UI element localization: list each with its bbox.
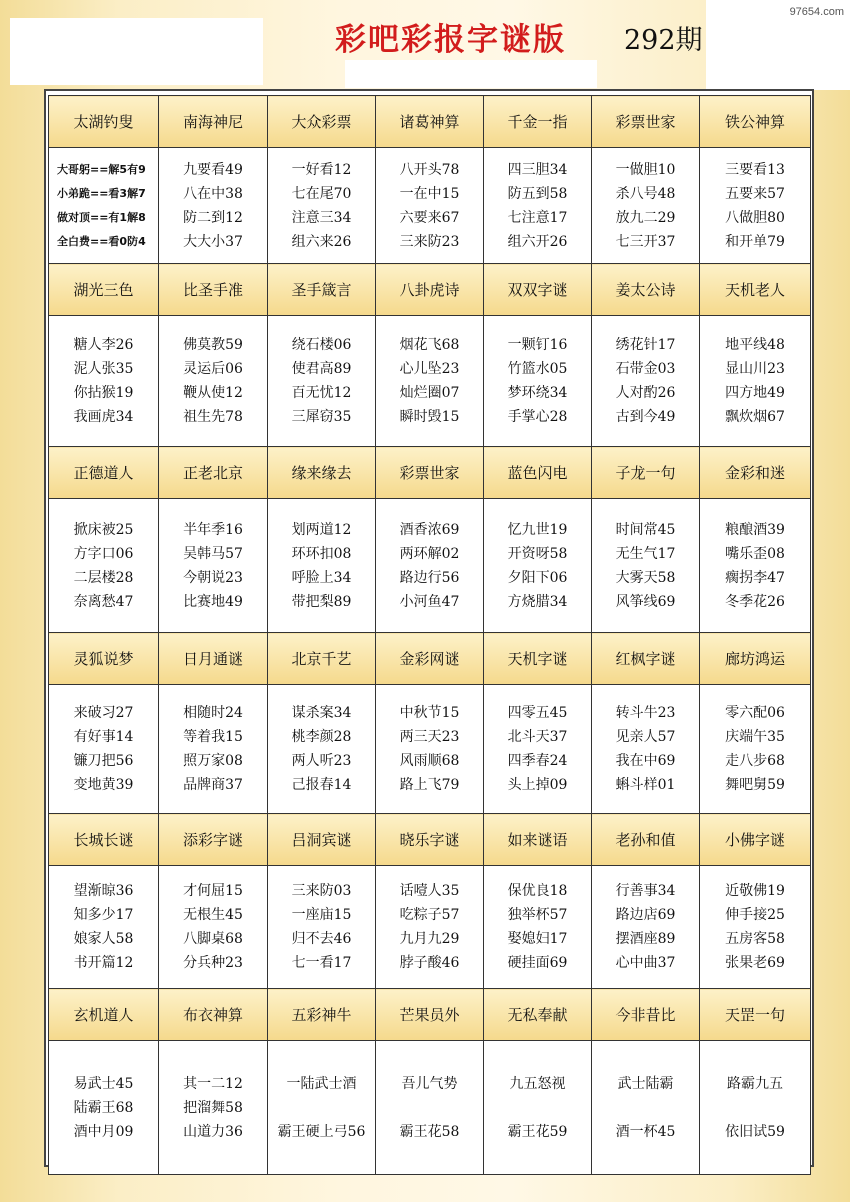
riddle-line: 大雾天58 [615, 569, 676, 586]
riddle-line: 小弟跪==看3解7 [57, 186, 146, 200]
column-header: 天机字谜 [484, 633, 592, 685]
riddle-line: 嘴乐歪08 [725, 545, 785, 562]
header-row [49, 814, 811, 866]
riddle-line: 霸王花59 [507, 1123, 568, 1140]
column-header: 南海神尼 [159, 96, 268, 148]
page-title: 彩吧彩报字谜版 [335, 22, 566, 58]
riddle-line: 头上掉09 [507, 777, 568, 793]
riddle-line: 酒香浓69 [399, 521, 460, 538]
column-header: 蓝色闪电 [484, 447, 592, 499]
riddle-line: 七在尾70 [291, 185, 352, 202]
column-header: 红枫字谜 [592, 633, 700, 685]
column-header: 比圣手准 [159, 264, 268, 316]
riddle-line: 风筝线69 [615, 593, 676, 610]
riddle-line: 两人听23 [291, 753, 352, 769]
riddle-line: 绣花针17 [615, 337, 676, 353]
riddle-line: 呼脸上34 [291, 569, 352, 586]
riddle-line: 开资呀58 [507, 545, 568, 562]
riddle-line: 飘炊烟67 [725, 409, 785, 425]
riddle-line: 防二到12 [183, 209, 243, 226]
riddle-line: 注意三34 [291, 209, 352, 226]
riddle-line: 你拈猴19 [73, 385, 134, 401]
riddle-cell [159, 316, 268, 447]
riddle-line: 心儿坠23 [399, 361, 460, 377]
riddle-line: 方字口06 [73, 545, 134, 562]
riddle-line: 独举杯57 [507, 907, 568, 923]
riddle-line: 无根生45 [183, 907, 243, 923]
riddle-line: 我画虎34 [73, 409, 134, 425]
riddle-cell [592, 685, 700, 814]
riddle-line: 其一二12 [183, 1075, 243, 1092]
column-header: 老孙和值 [592, 814, 700, 866]
header-row [49, 96, 811, 148]
column-header: 彩票世家 [376, 447, 484, 499]
riddle-cell [700, 316, 811, 447]
riddle-line: 书开篇12 [73, 955, 134, 971]
riddle-line: 四方地49 [725, 385, 785, 401]
riddle-line: 一做胆10 [615, 161, 676, 178]
issue-number: 292期 [624, 25, 703, 56]
riddle-line: 显山川23 [725, 361, 785, 377]
riddle-line: 蝌斗样01 [615, 777, 676, 793]
site-watermark: 97654.com [789, 6, 844, 18]
riddle-cell [159, 148, 268, 264]
column-header: 无私奉献 [484, 989, 592, 1041]
riddle-line: 己报春14 [291, 777, 352, 793]
column-header: 金彩网谜 [376, 633, 484, 685]
header-row [49, 633, 811, 685]
riddle-cell [159, 499, 268, 633]
riddle-cell [700, 866, 811, 989]
riddle-line: 烟花飞68 [399, 337, 460, 353]
riddle-line: 霸王硬上弓56 [277, 1123, 366, 1140]
riddle-line: 六要来67 [399, 209, 460, 226]
riddle-line: 半年季16 [183, 521, 243, 538]
riddle-line: 三来防23 [399, 233, 460, 250]
riddle-line: 大大小37 [183, 233, 243, 250]
riddle-cell [268, 685, 376, 814]
riddle-line: 绕石楼06 [291, 337, 352, 353]
riddle-line: 一座庙15 [291, 907, 352, 923]
riddle-cell [376, 499, 484, 633]
riddle-line: 今朝说23 [183, 569, 243, 586]
riddle-line: 才何屈15 [183, 883, 243, 899]
riddle-line: 来破习27 [73, 705, 134, 721]
riddle-cell [700, 499, 811, 633]
column-header: 湖光三色 [49, 264, 159, 316]
riddle-line: 带把梨89 [291, 593, 352, 610]
riddle-cell [484, 685, 592, 814]
riddle-line: 归不去46 [291, 931, 352, 947]
riddle-line: 全白费==看0防4 [57, 234, 146, 248]
riddle-cell [159, 685, 268, 814]
riddle-line: 娶媳妇17 [507, 931, 568, 947]
riddle-line: 掀床被25 [73, 521, 134, 538]
riddle-line: 张果老69 [725, 955, 785, 971]
riddle-line: 比赛地49 [183, 593, 243, 610]
riddle-line: 变地黄39 [73, 777, 134, 793]
column-header: 今非昔比 [592, 989, 700, 1041]
riddle-line: 地平线48 [725, 337, 785, 353]
riddle-line: 七一看17 [291, 955, 352, 971]
riddle-line: 两环解02 [399, 545, 460, 562]
riddle-line: 酒中月09 [73, 1123, 134, 1140]
column-header: 吕洞宾谜 [268, 814, 376, 866]
riddle-cell [49, 148, 159, 264]
column-header: 玄机道人 [49, 989, 159, 1041]
riddle-line: 八开头78 [399, 161, 460, 178]
riddle-line: 人对酌26 [615, 385, 676, 401]
riddle-cell [376, 866, 484, 989]
riddle-cell [592, 316, 700, 447]
header-row [49, 264, 811, 316]
riddle-line: 瞬时毁15 [399, 409, 460, 425]
cell-spacer [700, 1096, 810, 1120]
riddle-line: 镰刀把56 [73, 753, 134, 769]
riddle-line: 照万家08 [183, 753, 243, 769]
riddle-cell [484, 148, 592, 264]
blank-patch-left [10, 18, 263, 85]
column-header: 北京千艺 [268, 633, 376, 685]
riddle-line: 环环扣08 [291, 545, 352, 562]
riddle-line: 灿烂圈07 [399, 385, 460, 401]
column-header: 天罡一句 [700, 989, 811, 1041]
riddle-line: 组六来26 [291, 233, 352, 250]
riddle-line: 奈离愁47 [73, 593, 134, 610]
column-header: 缘来缘去 [268, 447, 376, 499]
column-header: 布衣神算 [159, 989, 268, 1041]
riddle-line: 零六配06 [725, 705, 785, 721]
riddle-line: 路边行56 [399, 569, 460, 586]
column-header: 灵狐说梦 [49, 633, 159, 685]
riddle-line: 把溜舞58 [183, 1099, 243, 1116]
riddle-line: 五要来57 [725, 185, 785, 202]
riddle-line: 九月九29 [399, 931, 460, 947]
riddle-line: 佛莫教59 [183, 337, 243, 353]
riddle-line: 防五到58 [507, 185, 568, 202]
riddle-line: 九五怒视 [509, 1075, 566, 1092]
content-row [49, 316, 811, 447]
riddle-line: 泥人张35 [73, 361, 134, 377]
column-header: 彩票世家 [592, 96, 700, 148]
riddle-line: 风雨顺68 [399, 753, 460, 769]
riddle-line: 中秋节15 [399, 705, 460, 721]
riddle-cell [376, 1041, 484, 1175]
column-header: 诸葛神算 [376, 96, 484, 148]
column-header: 正老北京 [159, 447, 268, 499]
column-header: 铁公神算 [700, 96, 811, 148]
riddle-cell [484, 866, 592, 989]
column-header: 廊坊鸿运 [700, 633, 811, 685]
column-header: 金彩和迷 [700, 447, 811, 499]
riddle-line: 话噎人35 [399, 883, 460, 899]
riddle-line: 吃粽子57 [399, 907, 460, 923]
riddle-line: 和开单79 [725, 233, 785, 250]
riddle-line: 硬挂面69 [507, 955, 568, 971]
riddle-line: 相随时24 [183, 705, 243, 721]
riddle-line: 娘家人58 [73, 931, 134, 947]
column-header: 芒果员外 [376, 989, 484, 1041]
riddle-cell [159, 866, 268, 989]
riddle-cell [592, 148, 700, 264]
riddle-cell [268, 148, 376, 264]
riddle-line: 手掌心28 [507, 409, 568, 425]
riddle-line: 杀八号48 [615, 185, 676, 202]
column-header: 天机老人 [700, 264, 811, 316]
riddle-line: 武士陆霸 [617, 1075, 674, 1092]
riddle-line: 近敬佛19 [725, 883, 785, 899]
riddle-line: 放九二29 [615, 209, 676, 226]
riddle-line: 石带金03 [615, 361, 676, 377]
column-header: 八卦虎诗 [376, 264, 484, 316]
riddle-line: 酒一杯45 [615, 1123, 676, 1140]
riddle-line: 古到今49 [615, 409, 676, 425]
riddle-line: 八在中38 [183, 185, 243, 202]
riddle-cell [49, 316, 159, 447]
riddle-line: 见亲人57 [615, 729, 676, 745]
riddle-cell [592, 499, 700, 633]
cell-spacer [484, 1096, 591, 1120]
cell-spacer [268, 1096, 375, 1120]
riddle-line: 八做胆80 [725, 209, 785, 226]
riddle-cell [376, 685, 484, 814]
riddle-line: 做对顶==有1解8 [57, 210, 146, 224]
riddle-line: 祖生先78 [183, 409, 243, 425]
riddle-line: 三来防03 [291, 883, 352, 899]
riddle-line: 粮酿酒39 [725, 521, 785, 538]
riddle-line: 舞吧舅59 [725, 777, 785, 793]
riddle-line: 八脚桌68 [183, 931, 243, 947]
riddle-cell [49, 685, 159, 814]
riddle-line: 小河鱼47 [399, 593, 460, 610]
riddle-line: 脖子酸46 [399, 955, 460, 971]
riddle-line: 三要看13 [725, 161, 785, 178]
riddle-line: 灵运后06 [183, 361, 243, 377]
riddle-line: 路上飞79 [399, 777, 460, 793]
riddle-cell [592, 866, 700, 989]
column-header: 千金一指 [484, 96, 592, 148]
riddle-line: 一好看12 [291, 161, 352, 178]
riddle-line: 百无忧12 [291, 385, 352, 401]
riddle-line: 等着我15 [183, 729, 243, 745]
riddle-cell [268, 499, 376, 633]
riddle-line: 四季春24 [507, 753, 568, 769]
riddle-line: 霸王花58 [399, 1123, 460, 1140]
riddle-line: 我在中69 [615, 753, 676, 769]
riddle-line: 四三胆34 [507, 161, 568, 178]
riddle-line: 糖人李26 [73, 337, 134, 353]
riddle-line: 二层楼28 [73, 569, 134, 586]
column-header: 长城长谜 [49, 814, 159, 866]
riddle-cell [268, 1041, 376, 1175]
riddle-cell [268, 866, 376, 989]
riddle-line: 七三开37 [615, 233, 676, 250]
column-header: 小佛字谜 [700, 814, 811, 866]
riddle-cell [484, 316, 592, 447]
riddle-line: 七注意17 [507, 209, 568, 226]
column-header: 日月通谜 [159, 633, 268, 685]
riddle-line: 方烧腊34 [507, 593, 568, 610]
riddle-line: 陆霸王68 [73, 1099, 134, 1116]
riddle-line: 使君高89 [291, 361, 352, 377]
riddle-line: 吾儿气势 [401, 1075, 458, 1092]
riddle-line: 望渐晾36 [73, 883, 134, 899]
riddle-line: 鞭从使12 [183, 385, 243, 401]
riddle-line: 有好事14 [73, 729, 134, 745]
header-row [49, 989, 811, 1041]
riddle-cell [49, 866, 159, 989]
column-header: 太湖钓叟 [49, 96, 159, 148]
content-row [49, 685, 811, 814]
column-header: 子龙一句 [592, 447, 700, 499]
riddle-cell [268, 316, 376, 447]
riddle-cell [700, 685, 811, 814]
riddle-cell [159, 1041, 268, 1175]
riddle-line: 转斗牛23 [615, 705, 676, 721]
column-header: 添彩字谜 [159, 814, 268, 866]
riddle-line: 伸手接25 [725, 907, 785, 923]
blank-patch-middle [345, 60, 597, 88]
riddle-cell [592, 1041, 700, 1175]
riddle-line: 分兵种23 [183, 955, 243, 971]
column-header: 如来谜语 [484, 814, 592, 866]
column-header: 姜太公诗 [592, 264, 700, 316]
riddle-line: 时间常45 [615, 521, 676, 538]
riddle-line: 梦环绕34 [507, 385, 568, 401]
riddle-line: 吴韩马57 [183, 545, 243, 562]
riddle-line: 知多少17 [73, 907, 134, 923]
riddle-line: 路边店69 [615, 907, 676, 923]
riddle-line: 行善事34 [615, 883, 676, 899]
riddle-line: 冬季花26 [725, 593, 785, 610]
riddle-cell [484, 1041, 592, 1175]
riddle-line: 划两道12 [291, 521, 352, 538]
content-row [49, 148, 811, 264]
content-row [49, 499, 811, 633]
riddle-line: 品牌商37 [183, 777, 243, 793]
cell-spacer [592, 1096, 699, 1120]
riddle-line: 北斗天37 [507, 729, 568, 745]
riddle-line: 竹篮水05 [507, 361, 568, 377]
riddle-cell [49, 499, 159, 633]
riddle-line: 走八步68 [725, 753, 785, 769]
riddle-line: 无生气17 [615, 545, 676, 562]
riddle-line: 一在中15 [399, 185, 460, 202]
cell-spacer [376, 1096, 483, 1120]
riddle-line: 桃李颜28 [291, 729, 352, 745]
riddle-line: 谋杀案34 [291, 705, 352, 721]
riddle-line: 路霸九五 [727, 1075, 783, 1092]
riddle-cell [49, 1041, 159, 1175]
riddle-line: 易武士45 [73, 1075, 134, 1092]
column-header: 双双字谜 [484, 264, 592, 316]
column-header: 晓乐字谜 [376, 814, 484, 866]
column-header: 五彩神牛 [268, 989, 376, 1041]
content-row [49, 1041, 811, 1175]
riddle-line: 三犀窃35 [291, 409, 352, 425]
riddle-line: 夕阳下06 [507, 569, 568, 586]
riddle-cell [376, 316, 484, 447]
riddle-line: 庆端午35 [725, 729, 785, 745]
riddle-line: 九要看49 [183, 161, 243, 178]
riddle-cell [484, 499, 592, 633]
riddle-line: 一陆武士酒 [286, 1075, 357, 1092]
riddle-line: 依旧试59 [725, 1123, 785, 1140]
riddle-cell [700, 148, 811, 264]
riddle-cell [700, 1041, 811, 1175]
riddle-line: 心中曲37 [615, 955, 676, 971]
content-row [49, 866, 811, 989]
header-row [49, 447, 811, 499]
riddle-table [48, 95, 811, 1175]
riddle-line: 五房客58 [725, 931, 785, 947]
riddle-line: 瘸拐李47 [725, 569, 785, 586]
riddle-line: 大哥躬==解5有9 [57, 162, 146, 176]
riddle-line: 保优良18 [507, 883, 568, 899]
riddle-line: 组六开26 [507, 233, 568, 250]
riddle-line: 两三天23 [399, 729, 460, 745]
riddle-line: 山道力36 [183, 1123, 243, 1140]
column-header: 正德道人 [49, 447, 159, 499]
riddle-cell [376, 148, 484, 264]
column-header: 大众彩票 [268, 96, 376, 148]
riddle-line: 忆九世19 [507, 521, 568, 538]
riddle-line: 一颗钉16 [507, 337, 568, 353]
riddle-line: 摆酒座89 [615, 931, 676, 947]
column-header: 圣手箴言 [268, 264, 376, 316]
riddle-line: 四零五45 [507, 705, 568, 721]
